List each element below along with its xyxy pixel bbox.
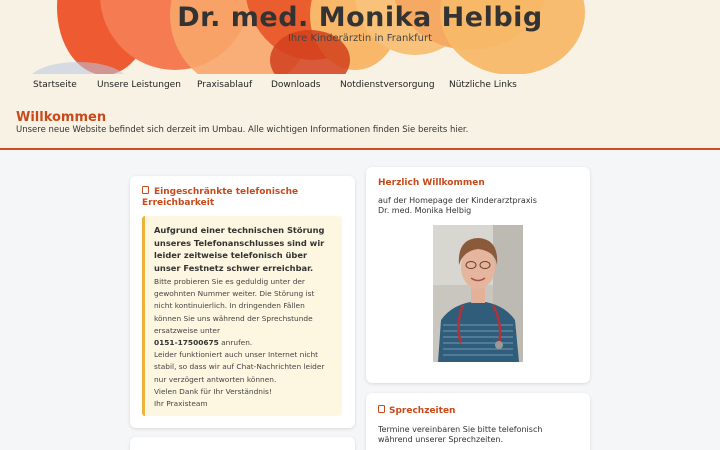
nav-item-praxisablauf[interactable]: Praxisablauf bbox=[197, 80, 253, 90]
site-title: Dr. med. Monika Helbig bbox=[177, 2, 543, 33]
notice-signature: Ihr Praxisteam bbox=[154, 399, 208, 409]
hours-card-title-text: Sprechzeiten bbox=[389, 406, 456, 416]
divider bbox=[0, 148, 720, 150]
notice-phone[interactable]: 0151-17500675 bbox=[154, 338, 219, 348]
notice-after-phone: anrufen. bbox=[221, 338, 253, 348]
notice-body bbox=[154, 276, 334, 410]
welcome-card bbox=[366, 167, 590, 383]
nav-item-links[interactable]: Nützliche Links bbox=[449, 80, 517, 90]
warning-icon bbox=[142, 186, 150, 198]
welcome-heading: Willkommen bbox=[16, 110, 107, 125]
nav-item-leistungen[interactable]: Unsere Leistungen bbox=[97, 80, 181, 90]
notice-alert bbox=[142, 216, 342, 416]
notice-bold-text: Aufgrund einer technischen Störung unseres Telefonanschlusses sind wir leider zeitweise telefonisch über unser Festnetz schwer erreichbar. bbox=[154, 225, 325, 273]
nav-item-notdienst[interactable]: Notdienstversorgung bbox=[340, 80, 435, 90]
hours-card-line2: während unserer Sprechzeiten. bbox=[378, 435, 504, 444]
nav-item-startseite[interactable]: Startseite bbox=[33, 80, 77, 90]
welcome-card-title: Herzlich Willkommen bbox=[378, 178, 485, 188]
notice-thanks: Vielen Dank für Ihr Verständnis! bbox=[154, 386, 272, 396]
notice-internet-text: Leider funktioniert auch unser Internet nicht stabil, so dass wir auf Chat-Nachrichten leider nur verzögert antworten können. bbox=[154, 350, 325, 384]
hours-card bbox=[366, 393, 590, 450]
welcome-text: Unsere neue Website befindet sich derzeit im Umbau. Alle wichtigen Informationen finden Sie bereits hier. bbox=[16, 125, 469, 135]
welcome-card-line2: Dr. med. Monika Helbig bbox=[378, 206, 472, 215]
nav-item-downloads[interactable]: Downloads bbox=[271, 80, 321, 90]
hours-card-title bbox=[378, 405, 455, 416]
notice-title-text: Eingeschränkte telefonische Erreichbarkeit bbox=[142, 187, 299, 208]
hours-card-line1: Termine vereinbaren Sie bitte telefonisch bbox=[378, 425, 543, 434]
site-header bbox=[0, 0, 720, 150]
site-subtitle: Ihre Kinderärztin in Frankfurt bbox=[287, 33, 433, 44]
second-left-card bbox=[130, 437, 355, 450]
clock-icon bbox=[378, 405, 386, 416]
doctor-photo bbox=[433, 225, 523, 362]
notice-body-text: Bitte probieren Sie es geduldig unter der gewohnten Nummer weiter. Die Störung ist nicht kontinuierlich. In dringenden Fällen können Sie uns während der Sprechstunde ersatzweise unter bbox=[154, 277, 315, 335]
notice-title bbox=[142, 186, 342, 209]
welcome-card-line1: auf der Homepage der Kinderarztpraxis bbox=[378, 196, 537, 205]
notice-card bbox=[130, 176, 355, 428]
